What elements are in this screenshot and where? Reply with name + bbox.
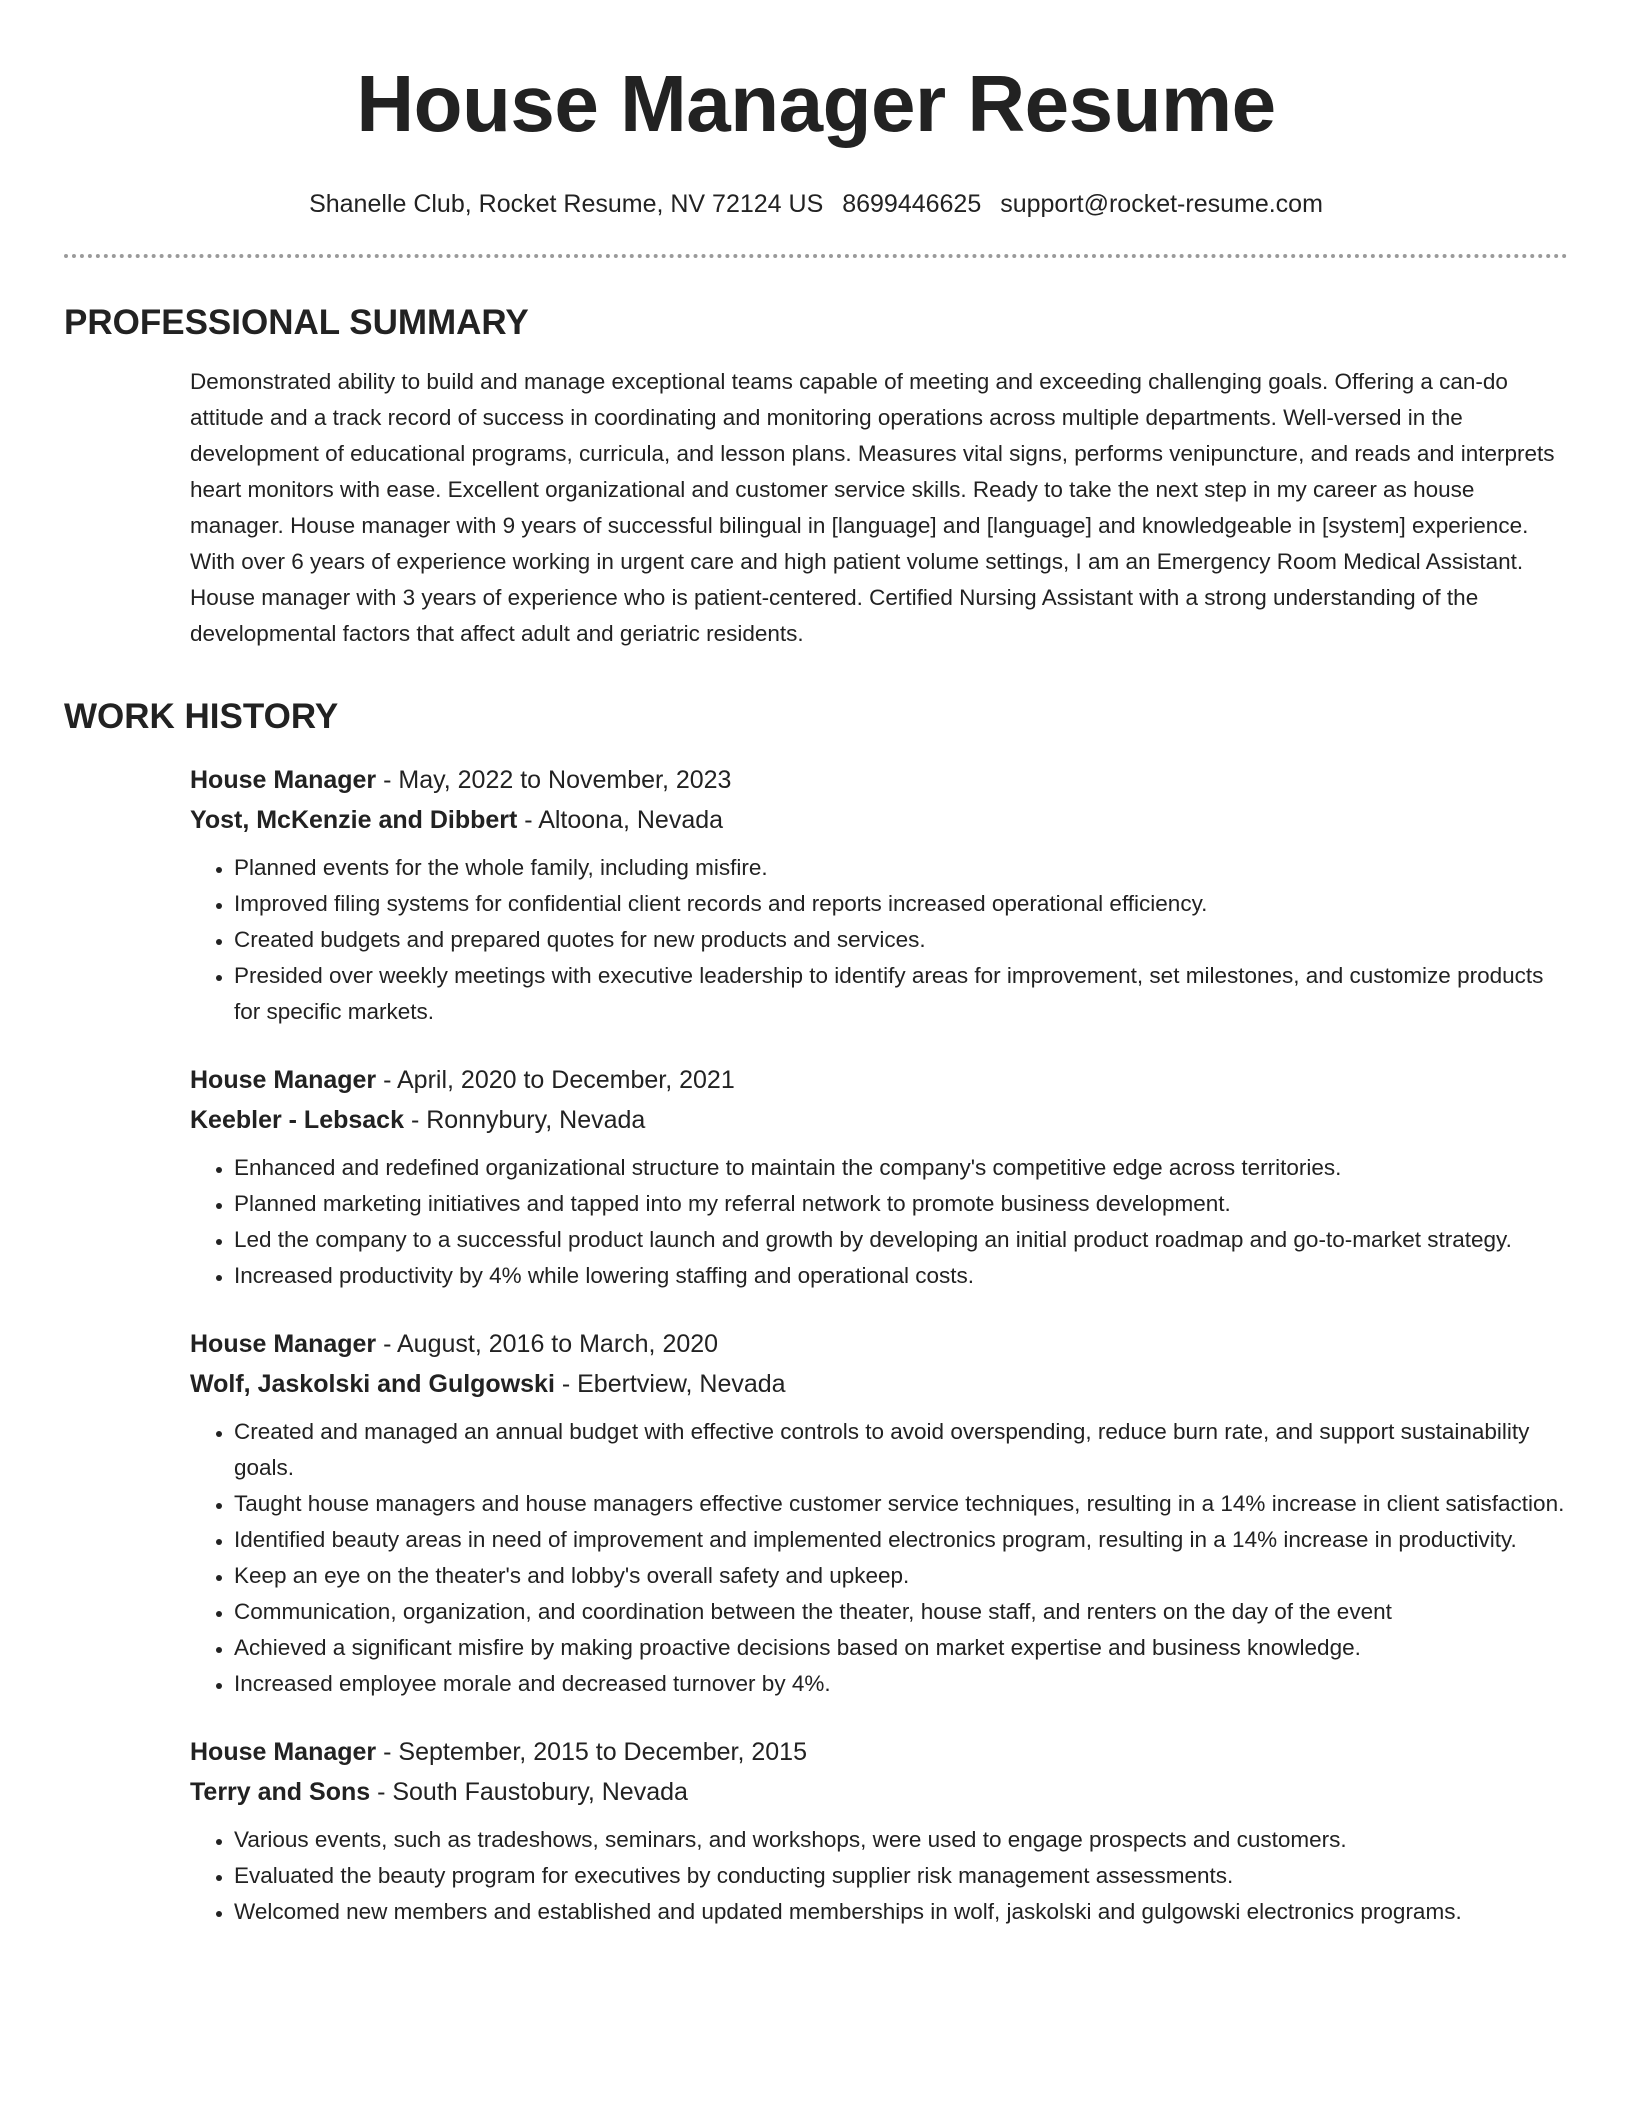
job-bullet: • Led the company to a successful product launch and growth by developing an initial product roadmap and go-to-market strategy.	[234, 1222, 1568, 1258]
job-bullet: • Evaluated the beauty program for executives by conducting supplier risk management assessments.	[234, 1858, 1568, 1894]
job-bullet: • Enhanced and redefined organizational structure to maintain the company's competitive edge across territories.	[234, 1150, 1568, 1186]
job-bullets	[190, 850, 1568, 1030]
job-bullet: • Identified beauty areas in need of improvement and implemented electronics program, resulting in a 14% increase in productivity.	[234, 1522, 1568, 1558]
job-dates: - August, 2016 to March, 2020	[376, 1330, 719, 1358]
job-entry	[190, 1060, 1568, 1294]
job-bullets	[190, 1414, 1568, 1702]
job-bullets	[190, 1150, 1568, 1294]
job-title-line	[190, 1060, 1568, 1100]
job-location: - South Faustobury, Nevada	[370, 1778, 688, 1806]
job-company: Terry and Sons	[190, 1778, 371, 1806]
job-location: - Ebertview, Nevada	[554, 1370, 786, 1398]
job-company-line	[190, 800, 1568, 840]
summary-section	[64, 302, 1568, 652]
resume-title: House Manager Resume	[356, 59, 1276, 148]
job-location: - Ronnybury, Nevada	[404, 1106, 646, 1134]
job-bullet: • Created and managed an annual budget with effective controls to avoid overspending, reduce burn rate, and support sustainability goals.	[234, 1414, 1568, 1486]
contact-line	[64, 188, 1568, 220]
job-bullet: • Planned marketing initiatives and tapped into my referral network to promote business development.	[234, 1186, 1568, 1222]
header-divider	[64, 254, 1568, 258]
job-role: House Manager	[190, 1738, 377, 1766]
job-bullet: • Improved filing systems for confidential client records and reports increased operational efficiency.	[234, 886, 1568, 922]
job-title-line	[190, 1324, 1568, 1364]
contact-address: Shanelle Club, Rocket Resume, NV 72124 US	[309, 190, 824, 218]
job-company: Wolf, Jaskolski and Gulgowski	[190, 1370, 555, 1398]
job-company: Keebler - Lebsack	[190, 1106, 404, 1134]
job-dates: - April, 2020 to December, 2021	[376, 1066, 735, 1094]
job-dates: - May, 2022 to November, 2023	[376, 766, 732, 794]
job-company-line	[190, 1364, 1568, 1404]
job-role: House Manager	[190, 766, 377, 794]
job-location: - Altoona, Nevada	[517, 806, 724, 834]
summary-heading: PROFESSIONAL SUMMARY	[64, 303, 529, 342]
job-bullet: • Keep an eye on the theater's and lobby's overall safety and upkeep.	[234, 1558, 1568, 1594]
job-role: House Manager	[190, 1066, 377, 1094]
contact-phone: 8699446625	[842, 190, 982, 218]
job-dates: - September, 2015 to December, 2015	[376, 1738, 807, 1766]
job-bullet: • Taught house managers and house managers effective customer service techniques, resulting in a 14% increase in client satisfaction.	[234, 1486, 1568, 1522]
work-history-section	[64, 696, 1568, 1930]
job-role: House Manager	[190, 1330, 377, 1358]
job-bullet: • Presided over weekly meetings with executive leadership to identify areas for improvement, set milestones, and customize products for specific markets.	[234, 958, 1568, 1030]
job-entry	[190, 1324, 1568, 1702]
contact-email: support@rocket-resume.com	[1000, 190, 1323, 218]
work-history-heading: WORK HISTORY	[64, 697, 339, 736]
job-title-line	[190, 1732, 1568, 1772]
job-bullet: • Increased employee morale and decreased turnover by 4%.	[234, 1666, 1568, 1702]
job-company: Yost, McKenzie and Dibbert	[190, 806, 518, 834]
job-bullet: • Communication, organization, and coordination between the theater, house staff, and renters on the day of the event	[234, 1594, 1568, 1630]
job-bullet: • Increased productivity by 4% while lowering staffing and operational costs.	[234, 1258, 1568, 1294]
job-company-line	[190, 1100, 1568, 1140]
job-bullet: • Created budgets and prepared quotes for new products and services.	[234, 922, 1568, 958]
resume-header	[64, 0, 1568, 220]
job-bullet: • Planned events for the whole family, including misfire.	[234, 850, 1568, 886]
job-bullets	[190, 1822, 1568, 1930]
summary-text: Demonstrated ability to build and manage exceptional teams capable of meeting and exceeding challenging goals. Offering a can-do attitude and a track record of success in coordinating and monitoring operations across multiple departments. Well-versed in the development of educational programs, curricula, and lesson plans. Measures vital signs, performs venipuncture, and reads and interprets heart monitors with ease. Excellent organizational and customer service skills. Ready to take the next step in my career as house manager. House manager with 9 years of successful bilingual in [language] and [language] and knowledgeable in [system] experience. With over 6 years of experience working in urgent care and high patient volume settings, I am an Emergency Room Medical Assistant. House manager with 3 years of experience who is patient-centered. Certified Nursing Assistant with a strong understanding of the developmental factors that affect adult and geriatric residents.	[190, 369, 1555, 646]
job-entry	[190, 1732, 1568, 1930]
job-bullet: • Welcomed new members and established and updated memberships in wolf, jaskolski and gulgowski electronics programs.	[234, 1894, 1568, 1930]
job-bullet: • Achieved a significant misfire by making proactive decisions based on market expertise and business knowledge.	[234, 1630, 1568, 1666]
job-bullet: • Various events, such as tradeshows, seminars, and workshops, were used to engage prospects and customers.	[234, 1822, 1568, 1858]
job-company-line	[190, 1772, 1568, 1812]
job-title-line	[190, 760, 1568, 800]
job-entry	[190, 760, 1568, 1030]
